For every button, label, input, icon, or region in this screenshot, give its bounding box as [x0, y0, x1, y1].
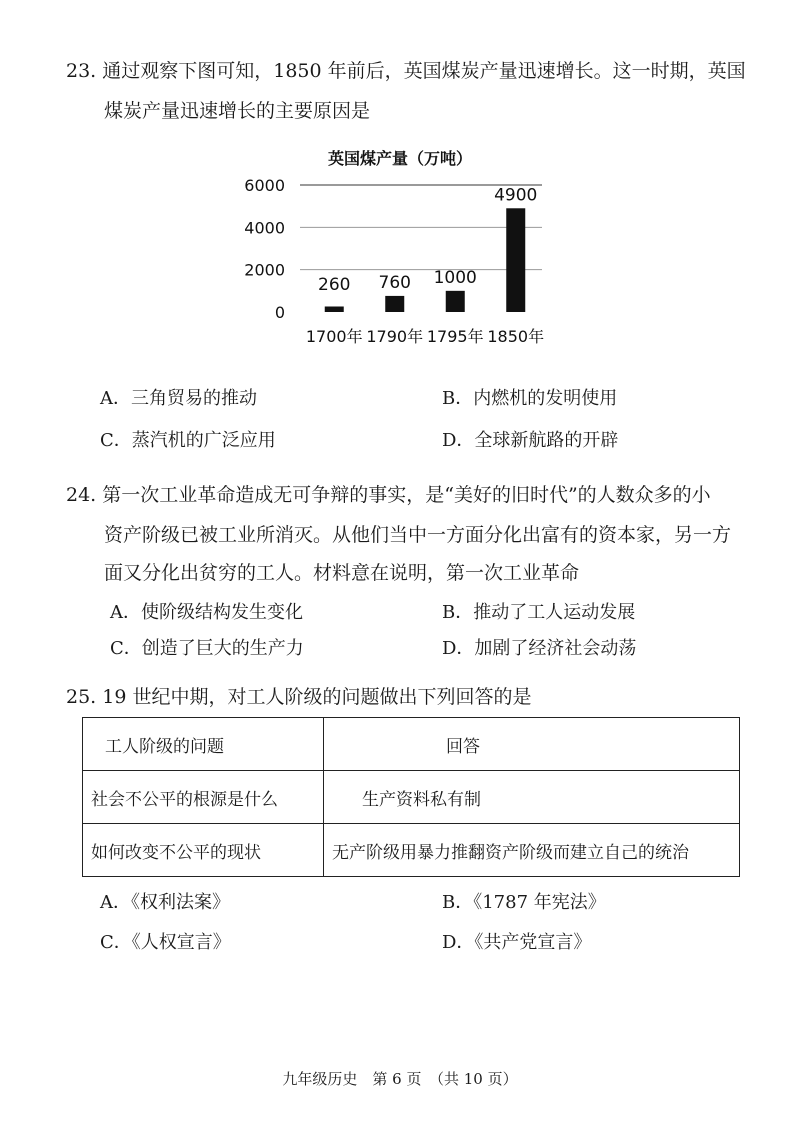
page-footer: 九年级历史 第 6 页 （共 10 页）: [282, 1070, 518, 1088]
coal-production-chart: [230, 140, 570, 355]
y-tick-label: 0: [274, 303, 285, 322]
data-label: 260: [318, 275, 351, 295]
data-label: 4900: [494, 185, 538, 206]
q25-option-b[interactable]: B．《1787 年宪法》: [442, 892, 606, 913]
x-tick-label: 1795年: [426, 327, 484, 346]
q24-option-a[interactable]: A．使阶级结构发生变化: [110, 602, 303, 623]
q25-stem: 25. 19 世纪中期，对工人阶级的问题做出下列回答的是: [66, 686, 532, 708]
table-row: [83, 771, 740, 824]
q24-option-b[interactable]: B．推动了工人运动发展: [442, 602, 636, 623]
y-tick-label: 2000: [244, 260, 285, 280]
data-label: 760: [378, 272, 411, 293]
q23-option-b[interactable]: B．内燃机的发明使用: [442, 388, 618, 409]
data-label: 1000: [433, 267, 477, 288]
table-header-question: 工人阶级的问题: [83, 718, 324, 771]
q23-option-d[interactable]: D．全球新航路的开辟: [442, 430, 619, 451]
x-tick-label: 1700年: [305, 327, 363, 346]
bar-1850年: [506, 208, 525, 312]
q23-option-a[interactable]: A．三角贸易的推动: [100, 388, 257, 409]
q25-option-a[interactable]: A．《权利法案》: [100, 892, 230, 913]
table-header-answer: 回答: [324, 718, 740, 771]
bar-1700年: [325, 306, 344, 312]
q24-option-c[interactable]: C．创造了巨大的生产力: [110, 638, 304, 659]
q24-option-d[interactable]: D．加剧了经济社会动荡: [442, 638, 637, 659]
q24-stem-line1: 24. 第一次工业革命造成无可争辩的事实，是“美好的旧时代”的人数众多的小: [66, 484, 711, 506]
q25-table: [82, 717, 740, 877]
q24-stem-line2: 资产阶级已被工业所消灭。从他们当中一方面分化出富有的资本家，另一方: [104, 524, 732, 546]
chart-title: 英国煤产量（万吨）: [327, 149, 473, 168]
x-tick-label: 1790年: [366, 327, 424, 346]
y-tick-label: 6000: [244, 176, 285, 195]
table-row: [83, 824, 740, 877]
table-cell-question: 如何改变不公平的现状: [83, 824, 324, 877]
table-header-row: [83, 718, 740, 771]
bar-1795年: [446, 291, 465, 312]
q25-option-d[interactable]: D．《共产党宣言》: [442, 932, 592, 953]
y-tick-label: 4000: [244, 218, 285, 238]
table-cell-question: 社会不公平的根源是什么: [83, 771, 324, 824]
table-cell-answer: 生产资料私有制: [324, 771, 740, 824]
q23-stem-line2: 煤炭产量迅速增长的主要原因是: [104, 100, 371, 122]
q23-option-c[interactable]: C．蒸汽机的广泛应用: [100, 430, 276, 451]
x-tick-label: 1850年: [487, 327, 545, 346]
bar-1790年: [385, 296, 404, 312]
q23-stem-line1: 23. 通过观察下图可知，1850 年前后，英国煤炭产量迅速增长。这一时期，英国: [66, 60, 746, 82]
q25-option-c[interactable]: C．《人权宣言》: [100, 932, 231, 953]
q24-stem-line3: 面又分化出贫穷的工人。材料意在说明，第一次工业革命: [104, 562, 580, 584]
table-cell-answer: 无产阶级用暴力推翻资产阶级而建立自己的统治: [324, 824, 740, 877]
